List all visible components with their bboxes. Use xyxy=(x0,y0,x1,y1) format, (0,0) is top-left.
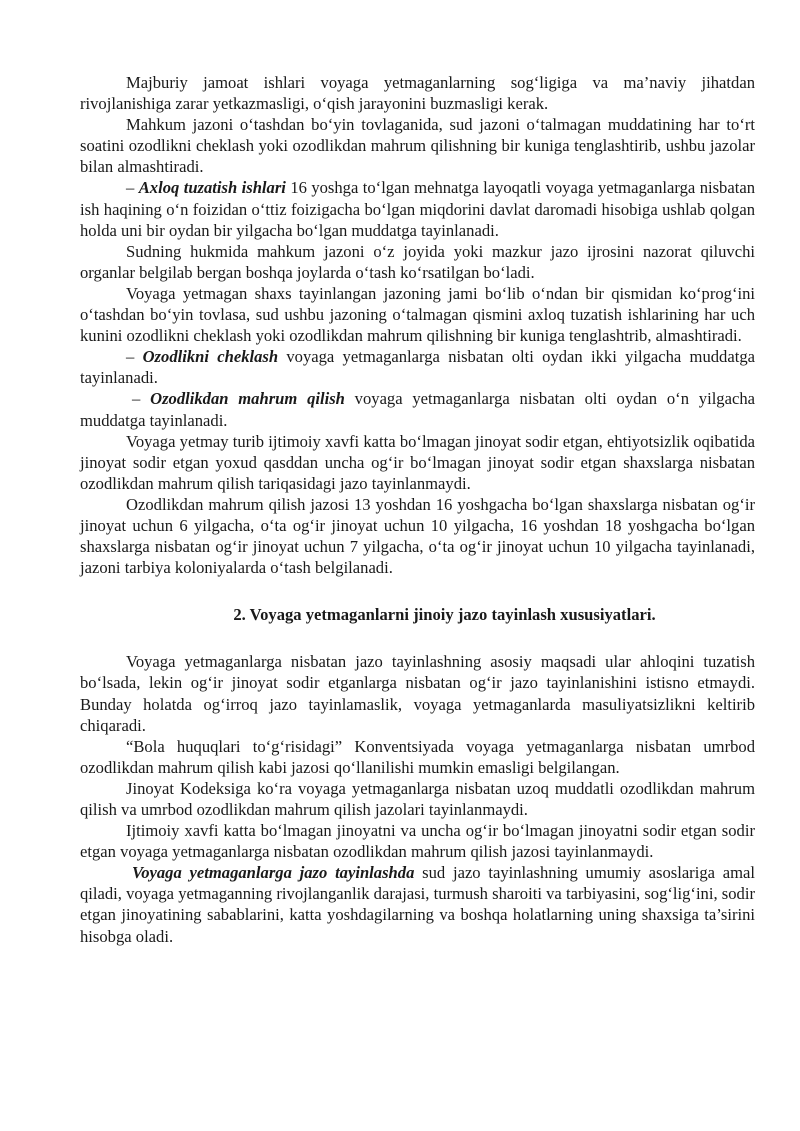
paragraph-6: – Ozodlikni cheklash voyaga yetmaganlarga nisbatan olti oydan ikki yilgacha muddatga tayinlanadi. xyxy=(80,347,755,388)
emphasis-term: Voyaga yetmaganlarga jazo tayinlashda xyxy=(132,863,415,883)
paragraph-3: – Axloq tuzatish ishlari 16 yoshga to‘lgan mehnatga layoqatli voyaga yetmaganlarga nisbatan ish haqining o‘n foizidan o‘ttiz foizigacha bo‘lgan miqdorini davlat daromadi hisobiga ushlab qolgan holda uni bir oydan bir yilgacha bo‘lgan muddatga tayinlanadi. xyxy=(80,178,755,240)
paragraph-2: Mahkum jazoni o‘tashdan bo‘yin tovlaganida, sud jazoni o‘talmagan muddatining har to‘rt soatini ozodlikni cheklash yoki ozodlikdan mahrum qilishning bir kuniga tenglashtirib, ushbu jazolar bilan almashtiradi. xyxy=(80,115,755,177)
paragraph-1: Majburiy jamoat ishlari voyaga yetmaganlarning sog‘ligiga va ma’naviy jihatdan rivojlanishiga zarar yetkazmasligi, o‘qish jarayonini buzmasligi kerak. xyxy=(80,73,755,114)
paragraph-5: Voyaga yetmagan shaxs tayinlangan jazoning jami bo‘lib o‘ndan bir qismidan ko‘prog‘ini o‘tashdan bo‘yin tovlasa, sud ushbu jazoning o‘talmagan qismini axloq tuzatish ishlarining har uch kunini ozodlikni cheklash yoki ozodlikdan mahrum qilishning bir kuniga tenglashtrib, almashtiradi. xyxy=(80,283,755,346)
paragraph-12: Jinoyat Kodeksiga ko‘ra voyaga yetmaganlarga nisbatan uzoq muddatli ozodlikdan mahrum qilish va umrbod ozodlikdan mahrum qilish jazolari tayinlanmaydi. xyxy=(80,778,755,819)
paragraph-9: Ozodlikdan mahrum qilish jazosi 13 yoshdan 16 yoshgacha bo‘lgan shaxslarga nisbatan og‘ir jinoyat uchun 6 yilgacha, o‘ta og‘ir jinoyat uchun 10 yilgacha, 16 yoshdan 18 yoshgacha bo‘lgan shaxslarga nisbatan og‘ir jinoyat uchun 7 yilgacha, o‘ta og‘ir jinoyat uchun 10 yilgacha tayinlanadi, jazoni tarbiya koloniyalarda o‘tash belgilanadi. xyxy=(80,494,755,578)
paragraph-11: “Bola huquqlari to‘g‘risidagi” Konventsiyada voyaga yetmaganlarga nisbatan umrbod ozodlikdan mahrum qilish kabi jazosi qo‘llanilishi mumkin emasligi belgilangan. xyxy=(80,736,755,777)
paragraph-7: – Ozodlikdan mahrum qilish voyaga yetmaganlarga nisbatan olti oydan o‘n yilgacha muddatga tayinlanadi. xyxy=(80,389,755,430)
paragraph-14: Voyaga yetmaganlarga jazo tayinlashda sud jazo tayinlashning umumiy asoslariga amal qiladi, voyaga yetmaganning rivojlanganlik darajasi, turmush sharoiti va tarbiyasini, sog‘lig‘ini, sodir etgan jinoyatining sabablarini, katta yoshdagilarning va boshqa holatlarning uning shaxsiga ta’sirini hisobga oladi. xyxy=(80,863,755,946)
section-heading: 2. Voyaga yetmaganlarni jinoiy jazo tayinlash xususiyatlari. xyxy=(233,605,656,625)
emphasis-term: Axloq tuzatish ishlari xyxy=(138,178,286,198)
paragraph-13: Ijtimoiy xavfi katta bo‘lmagan jinoyatni va uncha og‘ir bo‘lmagan jinoyatni sodir etgan sodir etgan voyaga yetmaganlarga nisbatan ozodlikdan mahrum qilish jazosi tayinlanmaydi. xyxy=(80,821,755,862)
paragraph-4: Sudning hukmida mahkum jazoni o‘z joyida yoki mazkur jazo ijrosini nazorat qiluvchi organlar belgilab bergan boshqa joylarda o‘tash ko‘rsatilgan bo‘ladi. xyxy=(80,241,755,282)
emphasis-term: Ozodlikdan mahrum qilish xyxy=(150,389,345,409)
paragraph-10: Voyaga yetmaganlarga nisbatan jazo tayinlashning asosiy maqsadi ular ahloqini tuzatish bo‘lsada, lekin og‘ir jinoyat sodir etganlarga nisbatan og‘ir jazo tayinlanishini istisno etmaydi. Bunday holatda og‘irroq jazo tayinlamaslik, voyaga yetmaganlarda masuliyatsizlikni keltirib chiqaradi. xyxy=(80,652,755,735)
paragraph-8: Voyaga yetmay turib ijtimoiy xavfi katta bo‘lmagan jinoyat sodir etgan, ehtiyotsizlik oqibatida jinoyat sodir etgan yoxud qasddan uncha og‘ir bo‘lmagan jinoyat sodir etgan shaxslarga nisbatan ozodlikdan mahrum qilish tariqasidagi jazo tayinlanmaydi. xyxy=(80,431,755,493)
emphasis-term: Ozodlikni cheklash xyxy=(142,347,279,367)
